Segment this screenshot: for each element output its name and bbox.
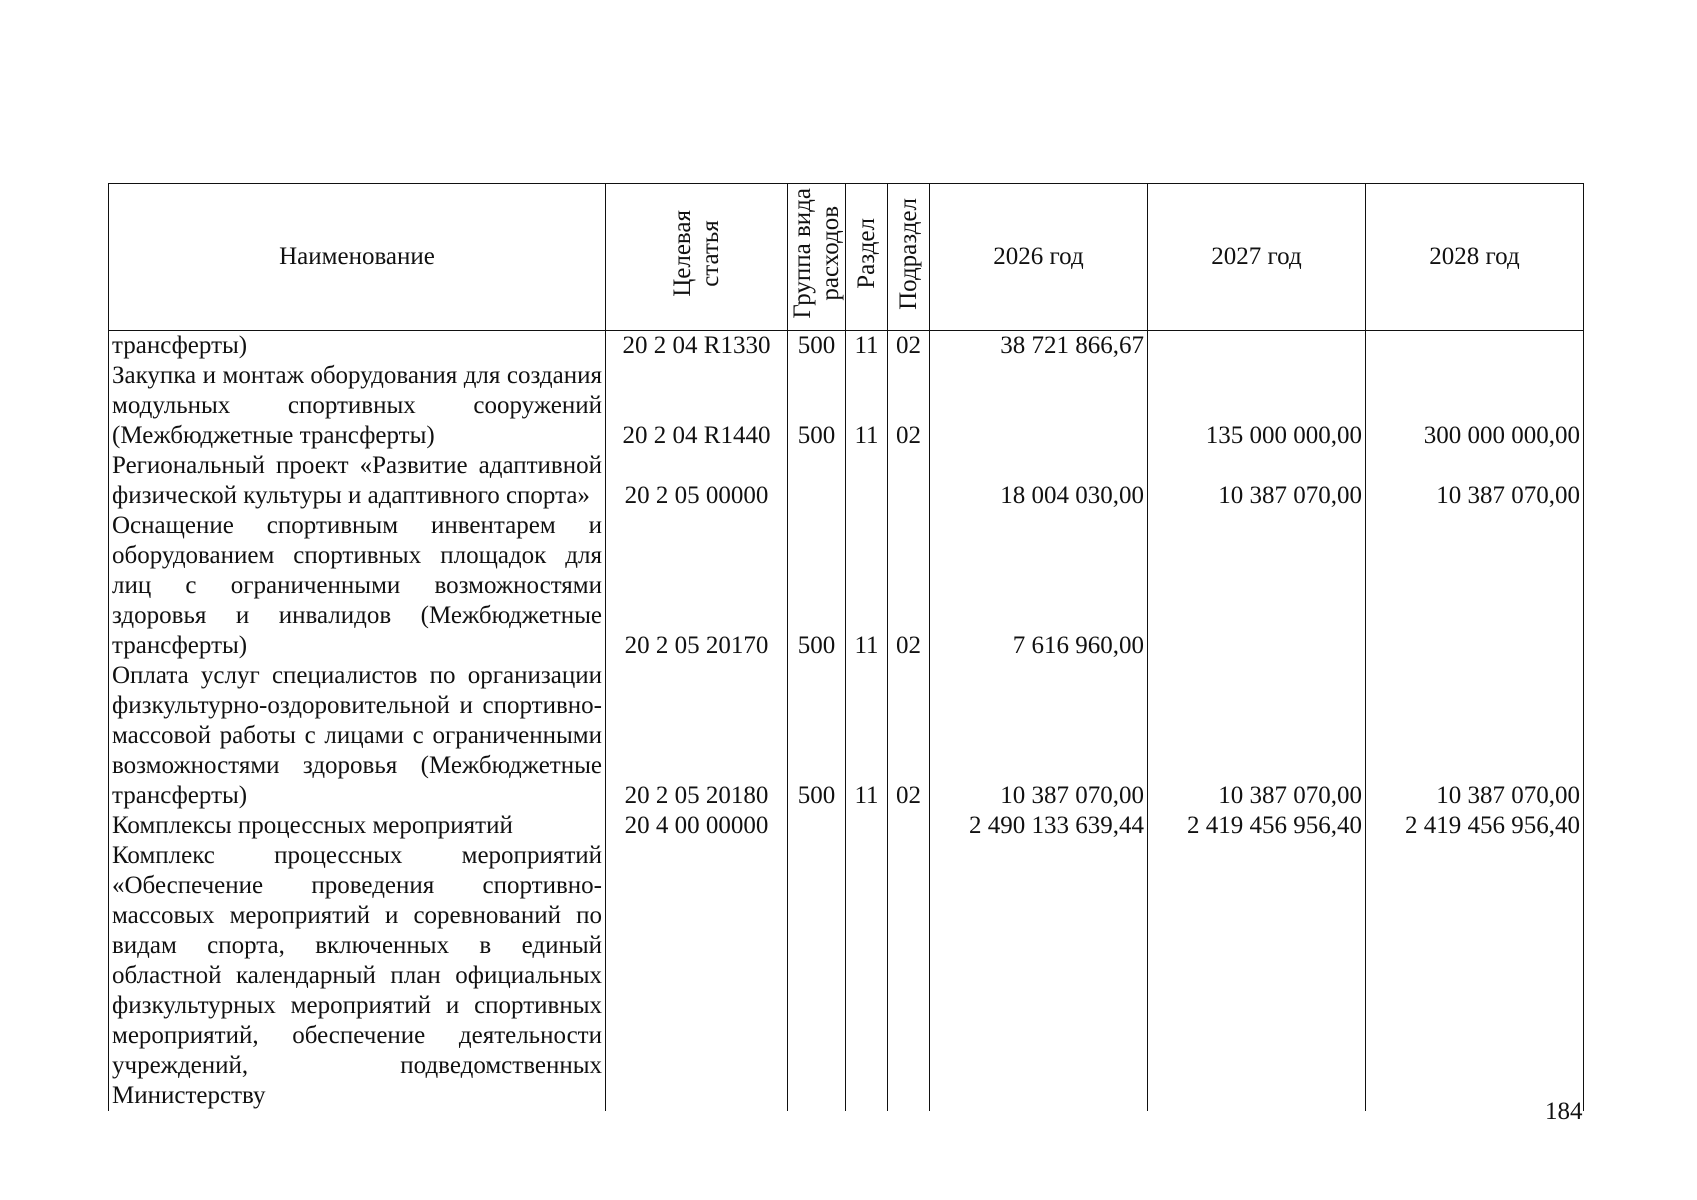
row-section: 11: [846, 331, 888, 362]
header-name: Наименование: [109, 184, 606, 331]
header-subsection: Подраздел: [888, 184, 930, 331]
row-2027: 135 000 000,00: [1148, 361, 1366, 451]
table-row: [109, 511, 1584, 661]
row-subsection: [888, 811, 930, 841]
row-name: Комплексы процессных мероприятий: [109, 811, 606, 841]
row-2027: [1148, 331, 1366, 362]
row-section: [846, 841, 888, 1111]
row-section: [846, 451, 888, 511]
row-2026: 2 490 133 639,44: [930, 811, 1148, 841]
row-2026: 38 721 866,67: [930, 331, 1148, 362]
row-2028: [1366, 331, 1584, 362]
row-2027: 10 387 070,00: [1148, 661, 1366, 811]
row-section: 11: [846, 361, 888, 451]
row-2028: 10 387 070,00: [1366, 451, 1584, 511]
row-target: 20 2 04 R1330: [606, 331, 788, 362]
row-group: 500: [788, 331, 846, 362]
budget-table: [108, 183, 1584, 1111]
row-2028: [1366, 511, 1584, 661]
table-header-row: [109, 184, 1584, 331]
row-name: Оснащение спортивным инвентарем и оборудованием спортивных площадок для лиц с ограниченными возможностями здоровья и инвалидов (Межбюджетные трансферты): [109, 511, 606, 661]
header-2026: 2026 год: [930, 184, 1148, 331]
row-name: Комплекс процессных мероприятий «Обеспечение проведения спортивно-массовых мероприятий и соревнований по видам спорта, включенных в единый областной календарный план официальных физкультурных мероприятий и спортивных мероприятий, обеспечение деятельности учреждений, подведомственных Министерству: [109, 841, 606, 1111]
row-target: 20 4 00 00000: [606, 811, 788, 841]
row-section: 11: [846, 511, 888, 661]
row-name: Региональный проект «Развитие адаптивной физической культуры и адаптивного спорта»: [109, 451, 606, 511]
row-2027: 2 419 456 956,40: [1148, 811, 1366, 841]
row-2027: [1148, 841, 1366, 1111]
row-group: [788, 451, 846, 511]
row-group: 500: [788, 511, 846, 661]
row-2028: [1366, 841, 1584, 1111]
row-2028: 10 387 070,00: [1366, 661, 1584, 811]
table-row: [109, 361, 1584, 451]
header-section: Раздел: [846, 184, 888, 331]
header-target: Целевая статья: [606, 184, 788, 331]
table-row: [109, 661, 1584, 811]
row-2026: 7 616 960,00: [930, 511, 1148, 661]
row-subsection: [888, 841, 930, 1111]
header-2027: 2027 год: [1148, 184, 1366, 331]
header-group: Группа вида расходов: [788, 184, 846, 331]
row-group: 500: [788, 361, 846, 451]
table-row: [109, 451, 1584, 511]
row-target: 20 2 04 R1440: [606, 361, 788, 451]
table-row: [109, 811, 1584, 841]
row-2027: [1148, 511, 1366, 661]
table-row: [109, 331, 1584, 362]
row-2026: [930, 361, 1148, 451]
row-target: 20 2 05 20170: [606, 511, 788, 661]
row-section: [846, 811, 888, 841]
row-2028: 300 000 000,00: [1366, 361, 1584, 451]
row-2027: 10 387 070,00: [1148, 451, 1366, 511]
row-2028: 2 419 456 956,40: [1366, 811, 1584, 841]
row-group: [788, 811, 846, 841]
row-2026: 18 004 030,00: [930, 451, 1148, 511]
row-name: Оплата услуг специалистов по организации физкультурно-оздоровительной и спортивно-массовой работы с лицами с ограниченными возможностями здоровья (Межбюджетные трансферты): [109, 661, 606, 811]
row-name: Закупка и монтаж оборудования для создания модульных спортивных сооружений (Межбюджетные трансферты): [109, 361, 606, 451]
header-2028: 2028 год: [1366, 184, 1584, 331]
row-subsection: 02: [888, 661, 930, 811]
row-2026: 10 387 070,00: [930, 661, 1148, 811]
row-target: [606, 841, 788, 1111]
row-subsection: [888, 451, 930, 511]
row-name: трансферты): [109, 331, 606, 362]
row-target: 20 2 05 20180: [606, 661, 788, 811]
table-row: [109, 841, 1584, 1111]
row-group: 500: [788, 661, 846, 811]
row-subsection: 02: [888, 511, 930, 661]
row-section: 11: [846, 661, 888, 811]
row-subsection: 02: [888, 361, 930, 451]
row-target: 20 2 05 00000: [606, 451, 788, 511]
row-2026: [930, 841, 1148, 1111]
row-group: [788, 841, 846, 1111]
page-number: 184: [1545, 1098, 1583, 1125]
row-subsection: 02: [888, 331, 930, 362]
